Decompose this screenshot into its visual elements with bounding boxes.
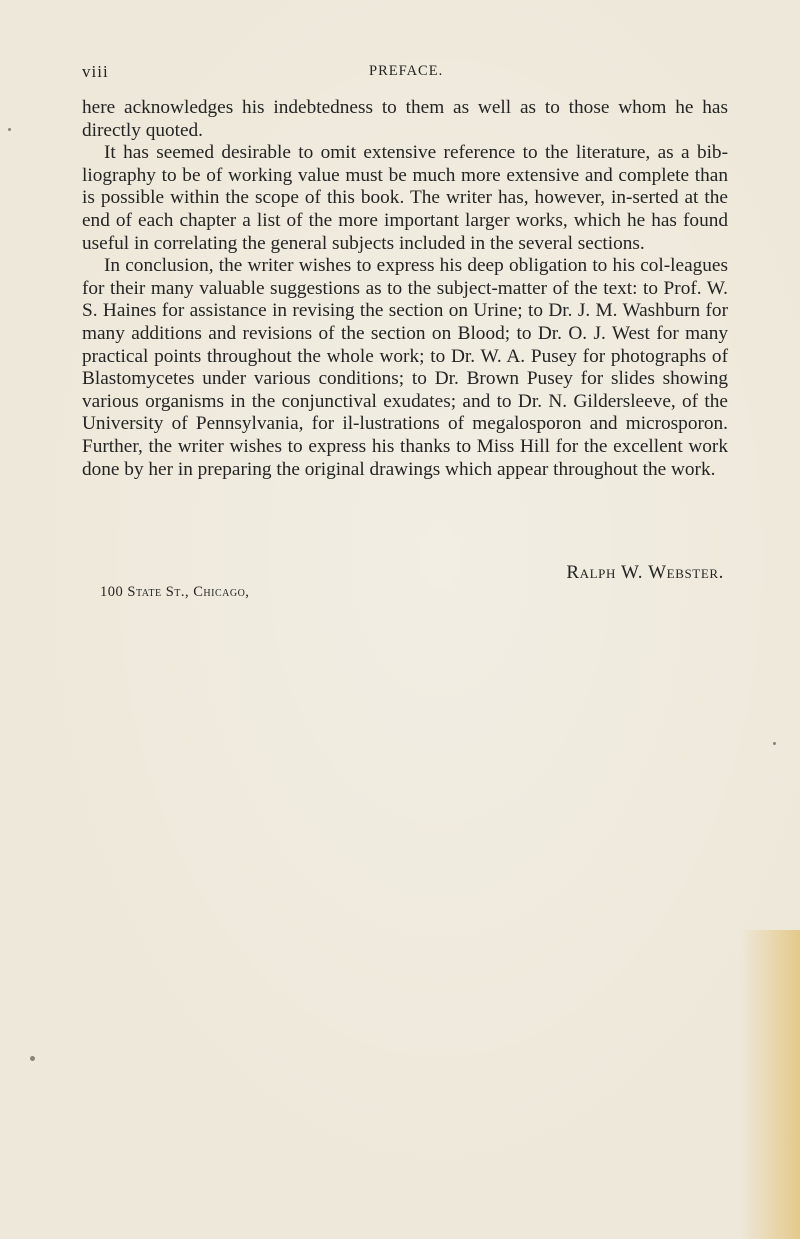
paper-speck: [8, 128, 11, 131]
preface-body: [82, 97, 728, 481]
paper-speck: [30, 1056, 35, 1061]
author-signature: Ralph W. Webster.: [566, 562, 724, 583]
author-address: 100 State St., Chicago,: [100, 584, 250, 600]
paragraph-bibliography: It has seemed desirable to omit extensive reference to the literature, as a bib-liography to be of working value must be much more extensive and complete than is possible within the scope of this book. The writer has, however, in-serted at the end of each chapter a list of the more important larger works, which he has found useful in correlating the general subjects included in the several sections.: [82, 142, 728, 254]
running-head: [82, 62, 730, 84]
paper-speck: [773, 742, 776, 745]
page-edge-stain: [740, 930, 800, 1239]
page-title: PREFACE.: [369, 63, 444, 79]
paragraph-acknowledgements: In conclusion, the writer wishes to express his deep obligation to his col-leagues for their many valuable suggestions as to the subject-matter of the text: to Prof. W. S. Haines for assistance in revising the section on Urine; to Dr. J. M. Washburn for many additions and revisions of the section on Blood; to Dr. O. J. West for many practical points throughout the whole work; to Dr. W. A. Pusey for photographs of Blastomycetes under various conditions; to Dr. Brown Pusey for slides showing various organisms in the conjunctival exudates; and to Dr. N. Gildersleeve, of the University of Pennsylvania, for il-lustrations of megalosporon and microsporon. Further, the writer wishes to express his thanks to Miss Hill for the excellent work done by her in preparing the original drawings which appear throughout the work.: [82, 255, 728, 480]
paragraph-continuation: here acknowledges his indebtedness to them as well as to those whom he has directly quoted.: [82, 97, 728, 141]
page-number: viii: [82, 62, 109, 81]
